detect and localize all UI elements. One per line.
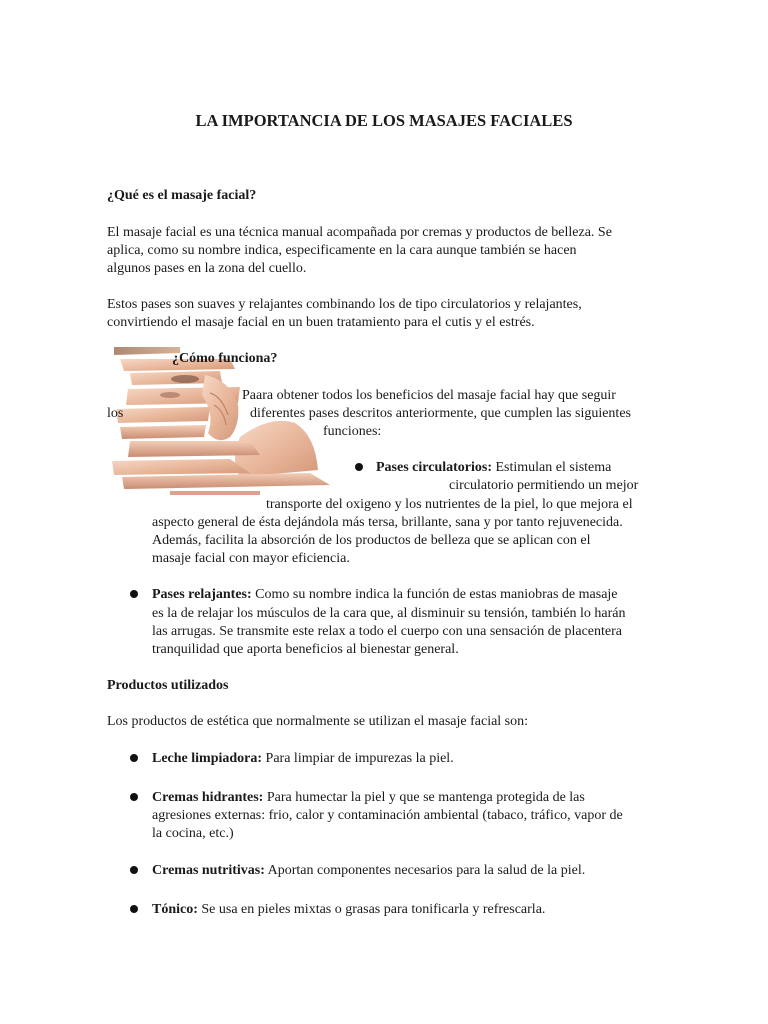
heading-que-es: ¿Qué es el masaje facial? [107,188,257,203]
producto-nutritivas-label: Cremas nutritivas: [152,863,265,878]
circulatorios-line6: masaje facial con mayor eficiencia. [152,551,350,566]
relajantes-label: Pases relajantes: [152,587,252,602]
bullet-dot [130,793,138,801]
producto-tonico-text: Se usa en pieles mixtas o grasas para tonificarla y refrescarla. [201,902,546,917]
relajantes-line2: es la de relajar los músculos de la cara que, al disminuir su tensión, también lo harán [152,606,626,621]
circulatorios-line1 [376,459,611,477]
producto-leche [152,750,454,768]
relajantes-line3: las arrugas. Se transmite este relax a todo el cuerpo con una sensación de placentera [152,624,622,639]
relajantes-text1: Como su nombre indica la función de estas maniobras de masaje [255,587,618,602]
circulatorios-text1: Estimulan el sistema [495,460,612,475]
producto-hidrantes-line3: la cocina, etc.) [152,826,234,841]
que-es-p1-line1: El masaje facial es una técnica manual acompañada por cremas y productos de belleza. Se [107,225,612,240]
como-intro-los: los [107,406,124,421]
circulatorios-line3: transporte del oxigeno y los nutrientes de la piel, lo que mejora el [266,497,633,512]
bullet-dot [355,463,363,471]
producto-nutritivas [152,862,585,880]
producto-tonico [152,901,545,919]
bullet-dot [130,754,138,762]
bullet-dot [130,905,138,913]
circulatorios-line4: aspecto general de ésta dejándola más tersa, brillante, sana y por tanto rejuvenecida. [152,515,623,530]
heading-como-funciona: ¿Cómo funciona? [172,351,278,366]
bullet-dot [130,590,138,598]
circulatorios-label: Pases circulatorios: [376,460,492,475]
producto-leche-label: Leche limpiadora: [152,751,263,766]
producto-hidrantes-line2: agresiones externas: frio, calor y contaminación ambiental (tabaco, tráfico, vapor de [152,808,623,823]
como-intro-line2: diferentes pases descritos anteriormente, que cumplen las siguientes [250,406,631,421]
que-es-p2-line1: Estos pases son suaves y relajantes combinando los de tipo circulatorios y relajantes, [107,297,582,312]
producto-hidrantes-text1: Para humectar la piel y que se mantenga protegida de las [266,790,585,805]
productos-intro: Los productos de estética que normalmente se utilizan el masaje facial son: [107,714,529,729]
producto-tonico-label: Tónico: [152,902,198,917]
que-es-p1-line3: algunos pases en la zona del cuello. [107,261,307,276]
producto-nutritivas-text: Aportan componentes necesarios para la salud de la piel. [267,863,586,878]
relajantes-line1 [152,586,618,604]
como-intro-line3: funciones: [323,424,382,439]
bullet-dot [130,866,138,874]
circulatorios-line5: Además, facilita la absorción de los productos de belleza que se aplican con el [152,533,591,548]
producto-hidrantes-label: Cremas hidrantes: [152,790,264,805]
relajantes-line4: tranquilidad que aporta beneficios al bienestar general. [152,642,459,657]
que-es-p2-line2: convirtiendo el masaje facial en un buen tratamiento para el cutis y el estrés. [107,315,535,330]
producto-hidrantes-line1 [152,789,585,807]
que-es-p1-line2: aplica, como su nombre indica, especificamente en la cara aunque también se hacen [107,243,577,258]
producto-leche-text: Para limpiar de impurezas la piel. [265,751,454,766]
circulatorios-line2: circulatorio permitiendo un mejor [449,478,639,493]
page-title: LA IMPORTANCIA DE LOS MASAJES FACIALES [195,111,573,130]
como-intro-line1: Paara obtener todos los beneficios del masaje facial hay que seguir [242,388,616,403]
heading-productos: Productos utilizados [107,678,229,693]
